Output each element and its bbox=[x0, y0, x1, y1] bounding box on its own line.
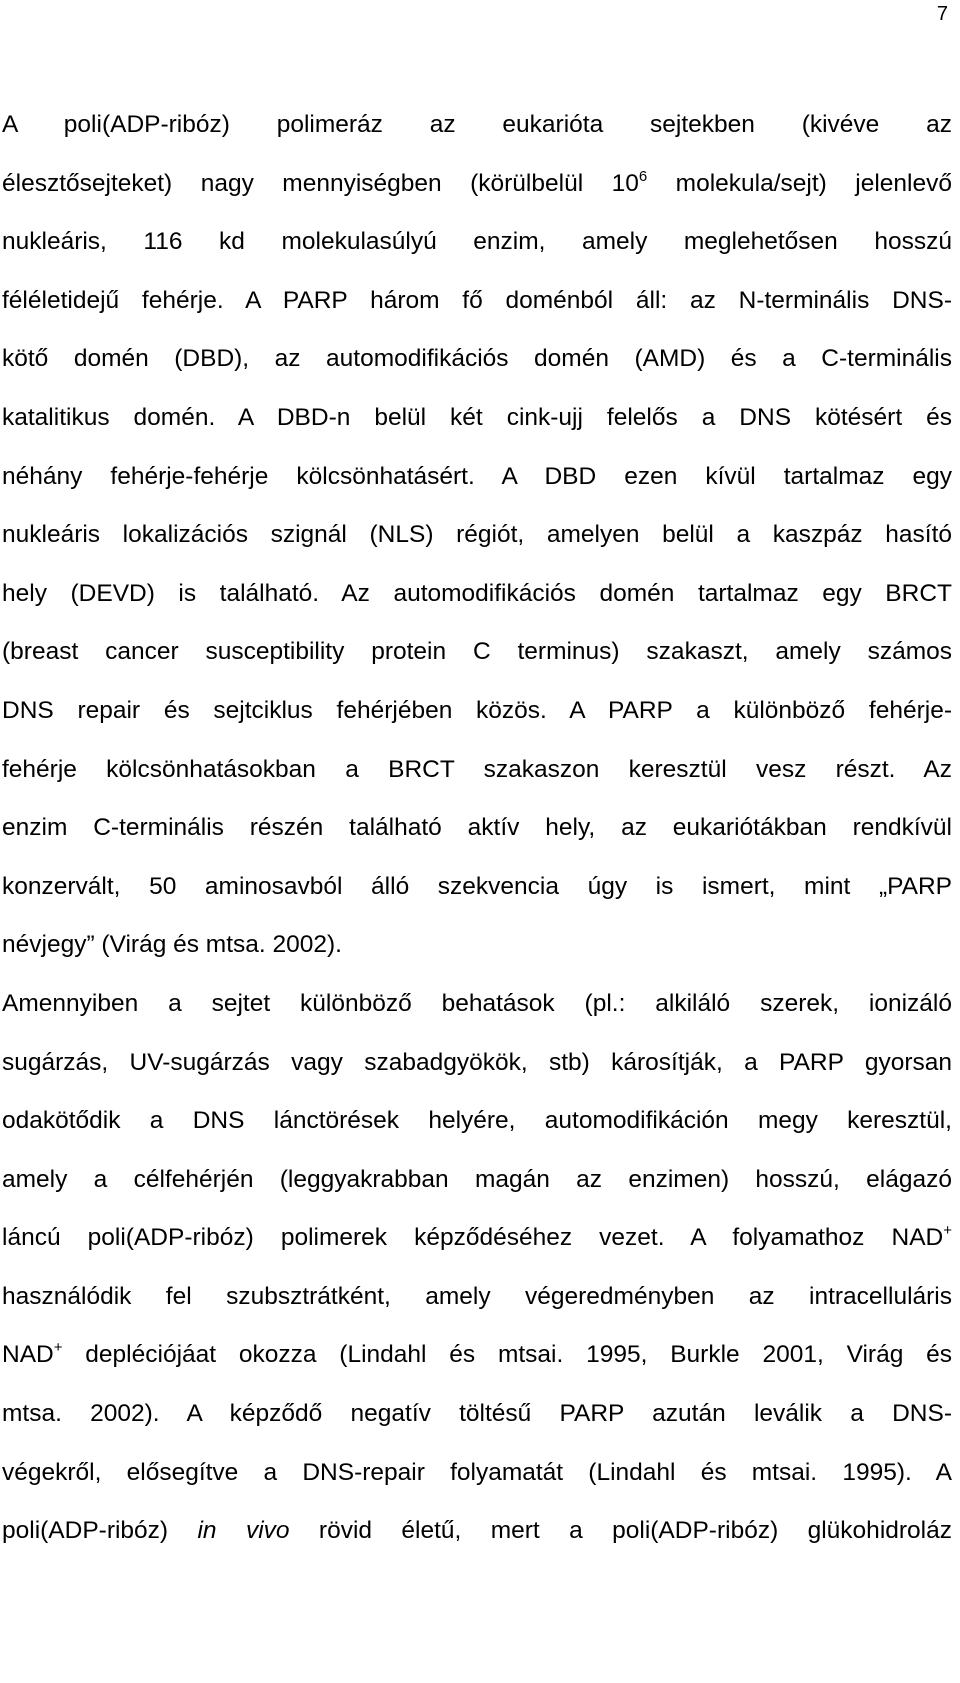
document-body bbox=[2, 96, 952, 1561]
text-line: DNS repair és sejtciklus fehérjében közös. A PARP a különböző fehérje- bbox=[2, 696, 952, 724]
text-line: sugárzás, UV-sugárzás vagy szabadgyökök, stb) károsítják, a PARP gyorsan bbox=[2, 1048, 952, 1076]
text-line: használódik fel szubsztrátként, amely végeredményben az intracelluláris bbox=[2, 1282, 952, 1310]
text-segment: élesztősejteket) nagy mennyiségben (körülbelül 10 bbox=[2, 169, 639, 197]
superscript: + bbox=[943, 1222, 952, 1240]
text-line: (breast cancer susceptibility protein C terminus) szakaszt, amely számos bbox=[2, 638, 952, 666]
page-number: 7 bbox=[936, 3, 948, 25]
text-line: enzim C-terminális részén található aktív hely, az eukariótákban rendkívül bbox=[2, 814, 952, 842]
superscript: + bbox=[53, 1339, 63, 1357]
text-line: fehérje kölcsönhatásokban a BRCT szakaszon keresztül vesz részt. Az bbox=[2, 755, 952, 783]
text-line: nukleáris lokalizációs szignál (NLS) régiót, amelyen belül a kaszpáz hasító bbox=[2, 521, 952, 549]
superscript: 6 bbox=[638, 167, 648, 185]
text-segment: láncú poli(ADP-ribóz) polimerek képződéséhez vezet. A folyamathoz NAD bbox=[2, 1224, 944, 1252]
text-line: amely a célfehérjén (leggyakrabban magán az enzimen) hosszú, elágazó bbox=[2, 1165, 952, 1193]
text-line bbox=[2, 1326, 952, 1385]
text-segment: depléciójáat okozza (Lindahl és mtsai. 1995, Burkle 2001, Virág és bbox=[62, 1341, 952, 1369]
text-line: mtsa. 2002). A képződő negatív töltésű PARP azután leválik a DNS- bbox=[2, 1400, 952, 1428]
text-line: néhány fehérje-fehérje kölcsönhatásért. A DBD ezen kívül tartalmaz egy bbox=[2, 462, 952, 490]
text-line: konzervált, 50 aminosavból álló szekvencia úgy is ismert, mint „PARP bbox=[2, 872, 952, 900]
text-segment: poli(ADP-ribóz) bbox=[2, 1517, 198, 1545]
text-line: végekről, elősegítve a DNS-repair folyamatát (Lindahl és mtsai. 1995). A bbox=[2, 1458, 952, 1486]
text-line: Amennyiben a sejtet különböző behatások (pl.: alkiláló szerek, ionizáló bbox=[2, 989, 952, 1017]
text-line: katalitikus domén. A DBD-n belül két cink-ujj felelős a DNS kötésért és bbox=[2, 403, 952, 431]
paragraph-1 bbox=[2, 96, 952, 975]
text-segment: molekula/sejt) jelenlevő bbox=[647, 169, 952, 197]
text-line bbox=[2, 1209, 952, 1268]
text-line: A poli(ADP-ribóz) polimeráz az eukarióta sejtekben (kivéve az bbox=[2, 111, 952, 138]
text-line: féléletidejű fehérje. A PARP három fő doménból áll: az N-terminális DNS- bbox=[2, 286, 952, 314]
text-line: névjegy” (Virág és mtsa. 2002). bbox=[2, 931, 342, 959]
text-line: nukleáris, 116 kd molekulasúlyú enzim, amely meglehetősen hosszú bbox=[2, 228, 952, 256]
text-line: kötő domén (DBD), az automodifikációs domén (AMD) és a C-terminális bbox=[2, 345, 952, 373]
text-line: odakötődik a DNS lánctörések helyére, automodifikáción megy keresztül, bbox=[2, 1107, 952, 1135]
text-line bbox=[2, 155, 952, 214]
text-line bbox=[2, 1502, 952, 1561]
text-line: hely (DEVD) is található. Az automodifikációs domén tartalmaz egy BRCT bbox=[2, 579, 952, 607]
paragraph-2 bbox=[2, 975, 952, 1561]
italic-text: in vivo bbox=[197, 1517, 290, 1545]
text-segment: rövid életű, mert a poli(ADP-ribóz) glükohidroláz bbox=[289, 1517, 952, 1545]
text-segment: NAD bbox=[2, 1341, 54, 1369]
